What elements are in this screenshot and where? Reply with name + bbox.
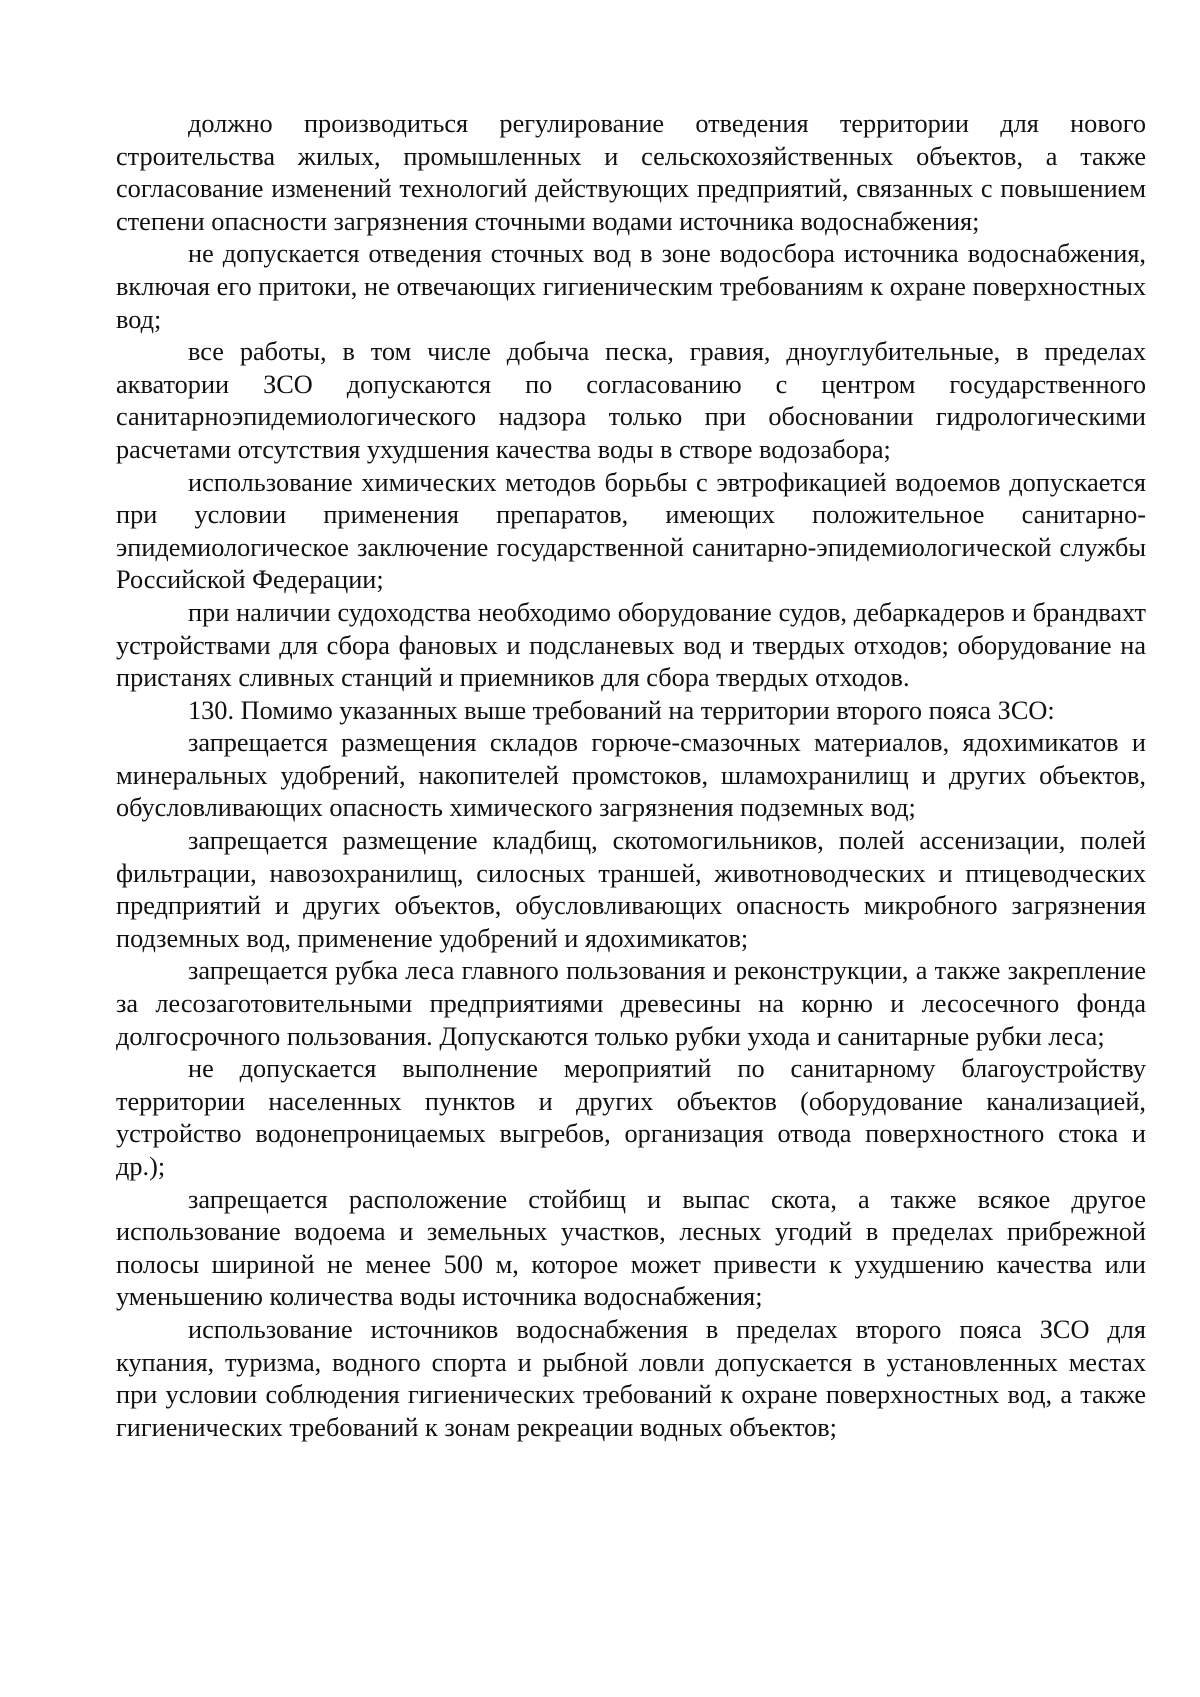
paragraph: не допускается выполнение мероприятий по санитарному благоустройству территории населенных пунктов и других объектов (оборудование канализацией, устройство водонепроницаемых выгребов, организация отвода поверхностного стока и др.);	[116, 1054, 1146, 1181]
paragraph: запрещается расположение стойбищ и выпас скота, а также всякое другое использование водоема и земельных участков, лесных угодий в пределах прибрежной полосы шириной не менее 500 м, которое может привести к ухудшению качества или уменьшению количества воды источника водоснабжения;	[116, 1184, 1146, 1312]
paragraph: запрещается размещение кладбищ, скотомогильников, полей ассенизации, полей фильтрации, навозохранилищ, силосных траншей, животноводческих и птицеводческих предприятий и других объектов, обусловливающих опасность микробного загрязнения подземных вод, применение удобрений и ядохимикатов;	[116, 826, 1146, 953]
paragraph: запрещается размещения складов горюче-смазочных материалов, ядохимикатов и минеральных удобрений, накопителей промстоков, шламохранилищ и других объектов, обусловливающих опасность химического загрязнения подземных вод;	[116, 728, 1146, 823]
section-130-heading: 130. Помимо указанных выше требований на территории второго пояса ЗСО:	[188, 695, 1055, 725]
paragraph: должно производиться регулирование отведения территории для нового строительства жилых, промышленных и сельскохозяйственных объектов, а также согласование изменений технологий действующих предприятий, связанных с повышением степени опасности загрязнения сточными водами источника водоснабжения;	[116, 109, 1146, 236]
paragraph: при наличии судоходства необходимо оборудование судов, дебаркадеров и брандвахт устройствами для сбора фановых и подсланевых вод и твердых отходов; оборудование на пристанях сливных станций и приемников для сбора твердых отходов.	[116, 597, 1146, 693]
paragraph: использование источников водоснабжения в пределах второго пояса ЗСО для купания, туризма, водного спорта и рыбной ловли допускается в установленных местах при условии соблюдения гигиенических требований к охране поверхностных вод, а также гигиенических требований к зонам рекреации водных объектов;	[116, 1314, 1146, 1442]
paragraph: использование химических методов борьбы с эвтрофикацией водоемов допускается при условии применения препаратов, имеющих положительное санитарно-эпидемиологическое заключение государственной санитарно-эпидемиологической службы Российской Федерации;	[116, 467, 1146, 595]
paragraph: запрещается рубка леса главного пользования и реконструкции, а также закрепление за лесозаготовительными предприятиями древесины на корню и лесосечного фонда долгосрочного пользования. Допускаются только рубки ухода и санитарные рубки леса;	[116, 956, 1146, 1051]
document-page	[116, 108, 1146, 1444]
paragraph: не допускается отведения сточных вод в зоне водосбора источника водоснабжения, включая его притоки, не отвечающих гигиеническим требованиям к охране поверхностных вод;	[116, 239, 1146, 334]
paragraph: все работы, в том числе добыча песка, гравия, дноуглубительные, в пределах акватории ЗСО допускаются по согласованию с центром государственного санитарноэпидемиологического надзора только при обосновании гидрологическими расчетами отсутствия ухудшения качества воды в створе водозабора;	[116, 337, 1146, 464]
